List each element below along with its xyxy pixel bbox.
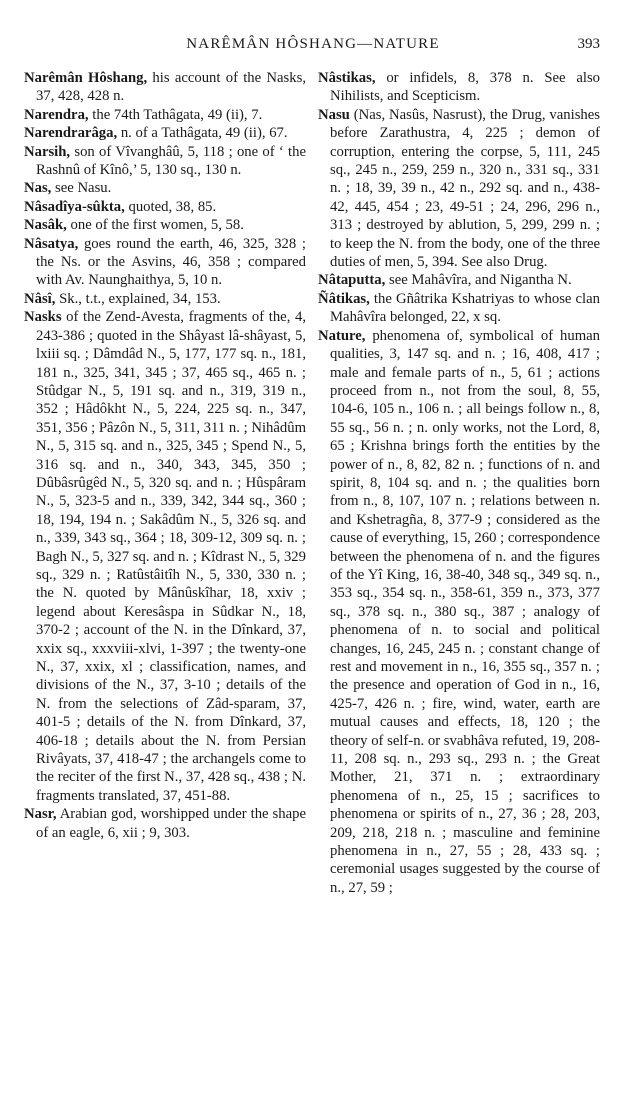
index-entry — [24, 308, 306, 805]
index-entry — [318, 290, 600, 327]
entry-text: see Mahâvîra, and Nigantha N. — [385, 272, 572, 289]
headword: Nasks — [24, 309, 62, 326]
index-entry — [24, 290, 306, 308]
headword: Ñâtikas, — [318, 290, 370, 307]
headword: Nature, — [318, 327, 366, 344]
headword: Nâstikas, — [318, 70, 376, 86]
index-entry — [318, 106, 600, 272]
entry-text: n. of a Tathâgata, 49 (ii), 67. — [117, 125, 288, 142]
headword: Nâsî, — [24, 290, 56, 307]
headword: Narêmân Hôshang, — [24, 70, 148, 86]
headword: Nasu — [318, 106, 350, 123]
entry-text: or infidels, 8, 378 n. See also Nihilists, and Scepticism. — [330, 70, 600, 105]
index-entry — [24, 124, 306, 142]
headword: Nasr, — [24, 806, 57, 823]
headword: Nâsatya, — [24, 235, 79, 252]
index-entry — [24, 69, 306, 106]
index-entry — [24, 805, 306, 842]
left-column — [24, 69, 306, 842]
headword: Narendrarâga, — [24, 125, 118, 142]
entry-text: (Nas, Nasûs, Nasrust), the Drug, vanishes before Zarathustra, 4, 225 ; demon of corruption, entering the corpse, 5, 111, 245 sq., 245 n., 259, 259 n., 320 n., 331 sq., 331 n. ; 18, 39, 39 n., 42 n., 292 sq. and n., 438-42, 445, 454 ; 23, 49-51 ; 24, 296, 296 n., 313 ; destroyed by ablution, 5, 299, 299 n. ; to keep the N. from the body, one of the three duties of men, 5, 394. See also Drug. — [330, 106, 600, 271]
headword: Narsih, — [24, 143, 71, 160]
entry-text: see Nasu. — [51, 180, 112, 197]
index-entry — [24, 235, 306, 290]
index-entry — [24, 106, 306, 124]
index-entry — [24, 198, 306, 216]
entry-text: of the Zend-Avesta, fragments of the, 4, 243-386 ; quoted in the Shâyast lâ-shâyast, 5, lxiii sq. ; Dâmdâd N., 5, 177, 177 sq. n., 181, 181 n., 325, 341, 345 ; 37, 465 sq., 465 n. ; Stûdgar N., 5, 191 sq. and n., 319, 319 n., 352 ; Hâdôkht N., 5, 224, 225 sq. n., 347, 351, 356 ; Pâzôn N., 5, 311, 311 n. ; Nihâdûm N., 5, 315 sq. and n., 325, 345 ; Spend N., 5, 316 sq. and n., 340, 343, 345, 350 ; Dûbâsrûgêd N., 5, 320 sq. and n. ; Hûspâram N., 5, 323-5 and n., 339, 342, 344 sq., 360 ; 18, 194, 194 n. ; Sakâdûm N., 5, 326 sq. and n., 339, 343 sq., 364 ; 18, 309-12, 309 sq. n. ; Bagh N., 5, 327 sq. and n. ; Kîdrast N., 5, 329 sq., 329 n. ; Ratûstâitîh N., 5, 330, 330 n. ; the N. quoted by Mânûskîhar, 18, xxiv ; legend about Keresâspa in Sûdkar N., 18, 370-2 ; account of the N. in the Dînkard, 37, xxix sq., xxxviii-xlvi, 1-397 ; the twenty-one N., 37, xxix, xl ; classification, names, and divisions of the N., 37, 3-10 ; details of the N. from the selections of Zâd-sparam, 37, 401-5 ; details of the N. from Dînkard, 37, 406-18 ; details about the N. from Persian Rivâyats, 37, 418-47 ; the archangels come to the reciter of the first N., 37, 428 sq., 438 ; N. fragments translated, 37, 451-88. — [36, 309, 306, 804]
index-entry — [318, 69, 600, 106]
page-header — [0, 36, 626, 58]
entry-text: the 74th Tathâgata, 49 (ii), 7. — [88, 106, 263, 123]
entry-text: Sk., t.t., explained, 34, 153. — [55, 290, 221, 307]
headword: Nasâk, — [24, 217, 67, 234]
headword: Narendra, — [24, 106, 89, 123]
index-entry — [24, 216, 306, 234]
index-entry — [24, 179, 306, 197]
index-entry — [24, 143, 306, 180]
headword: Nâtaputta, — [318, 272, 386, 289]
right-column — [318, 69, 600, 897]
headword: Nâsadîya-sûkta, — [24, 198, 125, 215]
running-title: NARÊMÂN HÔSHANG—NATURE — [186, 36, 440, 52]
entry-text: Arabian god, worshipped under the shape of an eagle, 6, xii ; 9, 303. — [36, 806, 306, 841]
entry-text: his account of the Nasks, 37, 428, 428 n. — [36, 70, 306, 105]
page-number: 393 — [577, 36, 600, 52]
entry-text: the Gñâtrika Kshatriyas to whose clan Mahâvîra belonged, 22, x sq. — [330, 290, 600, 326]
entry-text: goes round the earth, 46, 325, 328 ; the Ns. or the Asvins, 46, 358 ; compared with Av. Naunghaithya, 5, 10 n. — [36, 235, 306, 289]
headword: Nas, — [24, 180, 52, 197]
entry-text: son of Vîvanghâû, 5, 118 ; one of ‘ the Rashnû of Kînô,’ 5, 130 sq., 130 n. — [36, 143, 306, 179]
index-entry — [318, 271, 600, 289]
entry-text: phenomena of, symbolical of human qualities, 3, 147 sq. and n. ; 16, 408, 417 ; male and female parts of n., 5, 61 ; actions proceed from n., not from the soul, 8, 55, 104-6, 105 n., 106 n. ; all beings follow n., 8, 55 sq., 56 n. ; n. only works, not the Lord, 8, 65 ; Krishna brings forth the entities by the power of n., 8, 82, 82 n. ; functions of n. and spirit, 8, 104 sq. and n. ; the qualities born from n., 8, 107, 107 n. ; relations between n. and Kshetragña, 8, 377-9 ; considered as the cause of everything, 15, 260 ; correspondence between the phenomena of n. and the figures of the Yî King, 16, 38-40, 348 sq., 349 sq. n., 353 sq., 354 sq. n., 358-61, 359 n., 373, 377 sq., 378 sq. n., 380 sq., 387 ; analogy of phenomena of n. to social and political changes, 16, 245, 245 n. ; constant change of rest and movement in n., 16, 355 sq., 357 n. ; the presence and operation of God in n., 16, 425-7, 426 n. ; fire, wind, water, earth are mutual causes and effects, 18, 120 ; the theory of self-n. or svabhâva refuted, 19, 208-11, 208 sq. n., 293 sq., 293 n. ; the Great Mother, 21, 371 n. ; extraordinary phenomena of n., 25, 15 ; sacrifices to phenomena or spirits of n., 27, 36 ; 28, 203, 209, 218, 218 n. ; masculine and feminine phenomena in n., 27, 55 ; 28, 433 sq. ; ceremonial usages suggested by the course of n., 27, 59 ; — [330, 327, 600, 896]
entry-text: quoted, 38, 85. — [124, 198, 217, 215]
entry-text: one of the first women, 5, 58. — [66, 217, 244, 234]
index-entry — [318, 327, 600, 898]
